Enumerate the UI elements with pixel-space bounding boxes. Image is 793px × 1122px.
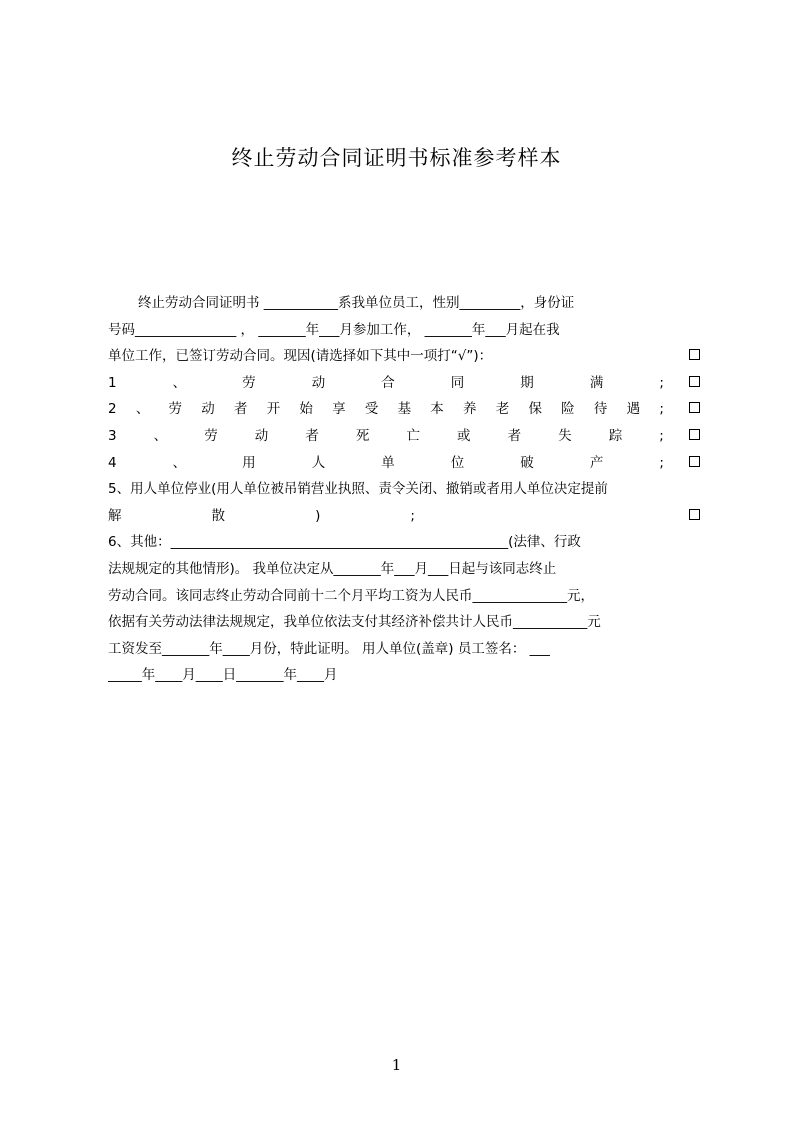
checkbox-icon[interactable] <box>689 429 700 440</box>
option-token: 死 <box>355 427 370 444</box>
option-text <box>108 370 700 397</box>
option-token: ; <box>659 427 664 444</box>
body-line: 6、其他：__________________________________________________(法律、行政 <box>108 534 581 551</box>
option-token: 待 <box>593 401 608 418</box>
option-text <box>108 450 700 477</box>
option-text <box>108 423 700 450</box>
option-token: 者 <box>305 427 319 444</box>
option-token: ) <box>315 507 321 524</box>
option-token: 踪 <box>608 427 623 444</box>
document-title: 终止劳动合同证明书标准参考样本 <box>231 146 562 170</box>
option-line-5: 5、用人单位停业(用人单位被吊销营业执照、责令关闭、撤销或者用人单位决定提前 <box>108 481 608 498</box>
option-token: 位 <box>450 454 465 471</box>
option-token: 劳 <box>242 374 256 391</box>
option-line-1 <box>108 370 700 397</box>
option-token: ; <box>659 454 664 471</box>
option-token: 2 <box>108 401 117 418</box>
option-token: 或 <box>457 427 471 444</box>
option-token: 合 <box>381 374 395 391</box>
body-line: 号码_______________ ， _______年___月参加工作， _______年___月起在我 <box>108 321 560 338</box>
body-line: 依据有关劳动法律法规规定，我单位依法支付其经济补偿共计人民币___________元 <box>108 614 601 631</box>
option-token: 动 <box>254 427 269 444</box>
body-line <box>108 343 700 370</box>
body-line: _____年____月____日_______年____月 <box>108 667 338 684</box>
option-text <box>108 396 700 423</box>
option-token: ; <box>410 507 415 524</box>
option-token: 、 <box>135 401 150 418</box>
option-token: 解 <box>108 507 122 524</box>
option-token: 享 <box>332 401 346 418</box>
document-body <box>108 290 700 689</box>
body-line: 劳动合同。该同志终止劳动合同前十二个月平均工资为人民币______________元， <box>108 587 594 604</box>
option-token: 同 <box>450 374 465 391</box>
option-token: 散 <box>211 507 226 524</box>
option-token: ; <box>659 401 664 418</box>
option-text <box>108 503 700 530</box>
option-token: 基 <box>397 401 412 418</box>
option-token: 人 <box>311 454 326 471</box>
option-token: 失 <box>558 427 572 444</box>
option-token: 单 <box>381 454 395 471</box>
option-line-5-continued <box>108 503 700 530</box>
body-line: 工资发至_______年____月份，特此证明。 用人单位(盖章) 员工签名： ___ <box>108 640 550 657</box>
checkbox-icon[interactable] <box>689 456 700 467</box>
option-token: 养 <box>463 401 477 418</box>
option-token: 劳 <box>204 427 218 444</box>
option-token: 者 <box>507 427 522 444</box>
option-token: 、 <box>172 374 187 391</box>
option-token: 老 <box>495 401 510 418</box>
option-token: 满 <box>589 374 604 391</box>
option-token: 劳 <box>168 401 183 418</box>
option-token: 破 <box>520 454 534 471</box>
option-line-2 <box>108 396 700 423</box>
option-token: 动 <box>311 374 326 391</box>
option-token: 者 <box>233 401 248 418</box>
option-token: 开 <box>266 401 281 418</box>
body-line: 终止劳动合同证明书 ___________系我单位员工，性别_________，身份证 <box>138 295 575 311</box>
option-token: 、 <box>172 454 187 471</box>
checkbox-icon[interactable] <box>689 349 700 360</box>
option-token: 险 <box>561 401 575 418</box>
option-line-3 <box>108 423 700 450</box>
option-token: 、 <box>153 427 168 444</box>
checkbox-icon[interactable] <box>689 402 700 413</box>
option-token: 产 <box>589 454 604 471</box>
option-token: 本 <box>430 401 444 418</box>
option-token: 保 <box>528 401 542 418</box>
body-line: 法规规定的其他情形)。 我单位决定从_______年___月___日起与该同志终止 <box>108 560 557 577</box>
option-token: 受 <box>364 401 379 418</box>
checkbox-icon[interactable] <box>689 376 700 387</box>
option-token: 亡 <box>406 427 420 444</box>
body-line-text: 单位工作，已签订劳动合同。现因(请选择如下其中一项打“√”)： <box>108 348 493 365</box>
option-token: 4 <box>108 454 117 471</box>
option-token: 1 <box>108 374 117 391</box>
option-token: 遇 <box>626 401 641 418</box>
option-token: 动 <box>201 401 215 418</box>
checkbox-icon[interactable] <box>689 509 700 520</box>
option-token: 用 <box>242 454 256 471</box>
option-token: 3 <box>108 427 117 444</box>
page-number: 1 <box>391 1056 402 1074</box>
option-token: 期 <box>520 374 534 391</box>
option-token: ; <box>659 374 664 391</box>
option-line-4 <box>108 450 700 477</box>
option-token: 始 <box>299 401 313 418</box>
